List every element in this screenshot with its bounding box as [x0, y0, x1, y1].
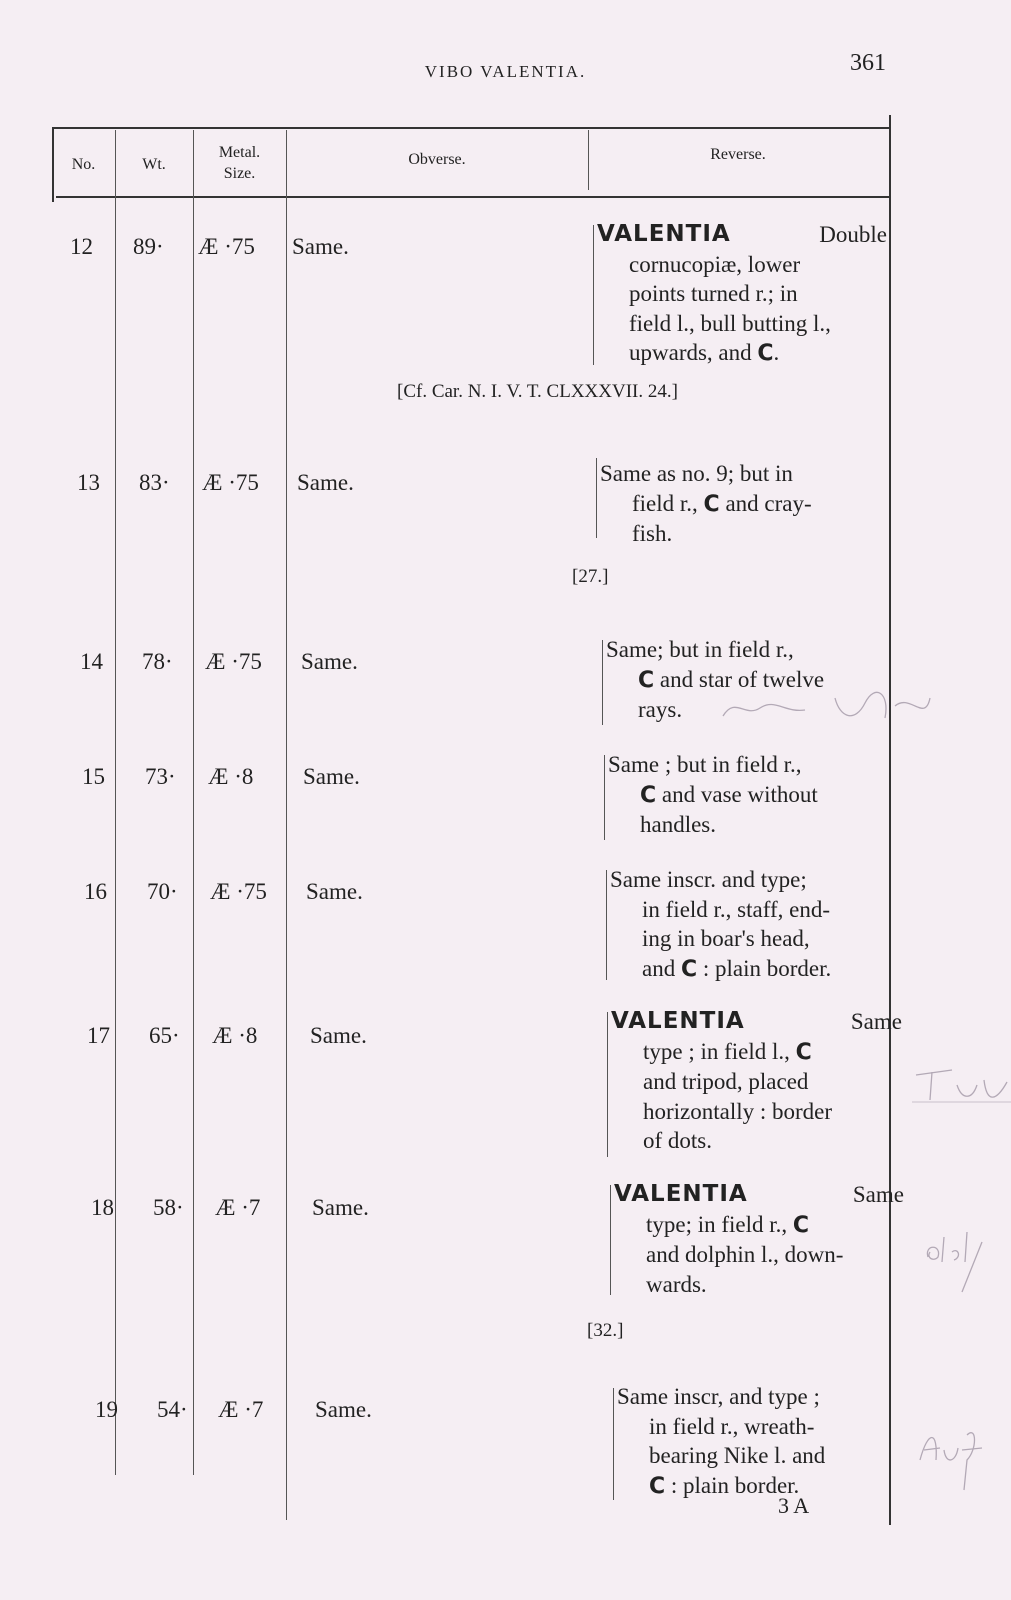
sigma-symbol: Ϲ — [795, 1039, 812, 1065]
row-13-reverse-line-1b: and cray- — [719, 490, 812, 516]
row-17-reverse-bracket — [607, 1012, 608, 1157]
row-19-wt: 54· — [157, 1397, 188, 1422]
row-19-obverse: Same. — [315, 1397, 372, 1422]
pencil-annotation-18 — [922, 1222, 1011, 1302]
row-15-reverse-line-1: and vase without — [661, 781, 818, 807]
row-18-no: 18 — [91, 1195, 114, 1220]
row-15-reverse-line-0: Same ; but in field r., — [608, 752, 802, 777]
row-12-reverse-line-2: points turned r.; in — [629, 281, 798, 306]
row-18-reference: [32.] — [587, 1320, 624, 1341]
row-14-reverse-bracket — [602, 640, 603, 725]
row-15-reverse-bracket — [604, 755, 605, 840]
row-16-reverse-line-3a: and — [642, 955, 681, 981]
row-19-reverse-line-1: in field r., wreath- — [649, 1413, 815, 1439]
row-12-reverse-bracket — [593, 225, 594, 365]
header-obverse: Obverse. — [408, 151, 466, 168]
row-19-metal: Æ ·7 — [218, 1397, 264, 1422]
row-15-obverse: Same. — [303, 764, 360, 789]
row-15-reverse — [608, 750, 895, 840]
row-18-reverse-line-3: wards. — [646, 1271, 707, 1297]
sigma-symbol: Ϲ — [640, 782, 657, 808]
row-16-metal: Æ ·75 — [210, 879, 267, 904]
row-14-reverse-line-2: rays. — [638, 697, 683, 722]
row-16-reverse-line-3b: : plain border. — [697, 955, 832, 981]
row-13-reverse — [600, 459, 888, 549]
row-15-metal: Æ ·8 — [208, 764, 254, 789]
row-12-reference: [Cf. Car. N. I. V. T. CLXXXVII. 24.] — [397, 381, 678, 402]
row-17-metal: Æ ·8 — [212, 1023, 258, 1048]
row-13-metal: Æ ·75 — [202, 470, 259, 495]
table-top-rule — [52, 127, 890, 129]
row-14-metal: Æ ·75 — [205, 649, 262, 674]
row-12-reverse-line-3: field l., bull butting l., — [629, 310, 831, 336]
pencil-annotation-14 — [715, 688, 945, 728]
row-12-reverse-line-0: Double — [819, 222, 887, 247]
row-18-wt: 58· — [153, 1195, 184, 1220]
sigma-symbol: Ϲ — [703, 491, 720, 517]
row-17-reverse-line-4: of dots. — [643, 1128, 712, 1153]
row-13-wt: 83· — [139, 470, 170, 495]
row-13-reverse-bracket — [596, 458, 597, 538]
row-17-reverse-line-1: type ; in field l., — [643, 1038, 790, 1064]
row-16-reverse-line-2: ing in boar's head, — [642, 926, 810, 951]
sigma-symbol: Ϲ — [638, 667, 655, 693]
row-13-no: 13 — [77, 470, 100, 495]
row-17-reverse-line-2: and tripod, placed — [643, 1069, 809, 1094]
page-number: 361 — [850, 50, 886, 76]
row-12-reverse: VALENTIA Double cornucopiæ, lower points turned r.; in field l., bull butting l., upwards, and Ϲ. — [597, 221, 887, 366]
row-18-reverse-bracket — [610, 1185, 611, 1295]
row-12-wt: 89· — [133, 234, 164, 259]
sigma-symbol: Ϲ — [680, 956, 698, 982]
row-14-reverse-line-0: Same; but in field r., — [606, 637, 794, 662]
row-19-reverse — [617, 1382, 907, 1501]
row-17-reverse — [611, 1007, 902, 1156]
header-metal: Metal. — [218, 144, 261, 161]
row-12-obverse: Same. — [292, 234, 349, 259]
row-15-no: 15 — [82, 764, 105, 789]
column-rule-wt — [193, 130, 194, 1475]
row-13-reverse-line-2: fish. — [632, 521, 673, 546]
row-12-metal: Æ ·75 — [198, 234, 255, 259]
sigma-symbol: Ϲ — [649, 1473, 666, 1499]
row-19-no: 19 — [95, 1397, 118, 1422]
header-size: Size. — [223, 165, 256, 182]
row-16-reverse-line-0: Same inscr. and type; — [610, 867, 807, 892]
row-15-wt: 73· — [145, 764, 176, 789]
row-14-no: 14 — [80, 649, 103, 674]
header-bottom-rule — [56, 196, 890, 198]
row-13-obverse: Same. — [297, 470, 354, 495]
row-18-reverse-line-1: type; in field r., — [646, 1211, 788, 1237]
row-19-reverse-line-2: bearing Nike l. and — [649, 1443, 826, 1468]
row-19-reverse-line-0: Same inscr, and type ; — [617, 1384, 820, 1409]
row-19-reverse-line-3: : plain border. — [670, 1472, 800, 1498]
running-title: VIBO VALENTIA. — [424, 62, 587, 81]
row-14-obverse: Same. — [301, 649, 358, 674]
row-18-metal: Æ ·7 — [215, 1195, 261, 1220]
pencil-annotation-19 — [912, 1420, 1011, 1500]
row-17-no: 17 — [87, 1023, 110, 1048]
row-14-wt: 78· — [142, 649, 173, 674]
header-no: No. — [71, 156, 96, 173]
row-17-reverse-line-3: horizontally : border — [643, 1098, 833, 1124]
row-18-reverse-line-0: Same — [852, 1182, 904, 1207]
row-17-reverse-line-0: Same — [850, 1009, 902, 1034]
column-rule-metal — [286, 130, 287, 1520]
row-17-inscription: VALENTIA — [611, 1008, 745, 1034]
row-13-reverse-line-0: Same as no. 9; but in — [600, 461, 793, 486]
header-reverse: Reverse. — [710, 146, 766, 163]
row-17-wt: 65· — [149, 1023, 180, 1048]
row-16-reverse — [610, 865, 895, 984]
row-17-obverse: Same. — [310, 1023, 367, 1048]
sigma-symbol: Ϲ — [792, 1212, 810, 1238]
row-12-inscription: VALENTIA — [597, 221, 731, 247]
column-rule-no — [115, 130, 116, 1475]
row-15-reverse-line-2: handles. — [640, 812, 717, 837]
row-19-reverse-bracket — [613, 1388, 614, 1500]
row-18-reverse — [614, 1180, 904, 1299]
row-18-inscription: VALENTIA — [614, 1181, 748, 1207]
row-16-reverse-bracket — [606, 870, 607, 980]
row-18-reverse-line-2: and dolphin l., down- — [646, 1242, 844, 1267]
row-12-reverse-line-1: cornucopiæ, lower — [629, 251, 801, 277]
row-16-obverse: Same. — [306, 879, 363, 904]
row-16-reverse-line-1: in field r., staff, end- — [642, 896, 830, 922]
row-13-reference: [27.] — [572, 566, 609, 587]
printer-signature: 3 A — [778, 1493, 810, 1518]
sigma-symbol: Ϲ — [757, 341, 774, 366]
header-wt: Wt. — [142, 156, 166, 173]
row-16-no: 16 — [84, 879, 107, 904]
row-16-wt: 70· — [147, 879, 178, 904]
row-18-obverse: Same. — [312, 1195, 369, 1220]
row-12-reverse-line-4: upwards, and — [629, 340, 752, 365]
row-12-no: 12 — [70, 234, 93, 259]
pencil-annotation-17 — [912, 1060, 1011, 1110]
row-14-reverse-line-1: and star of twelve — [659, 666, 825, 692]
row-13-reverse-line-1a: field r., — [632, 490, 704, 516]
